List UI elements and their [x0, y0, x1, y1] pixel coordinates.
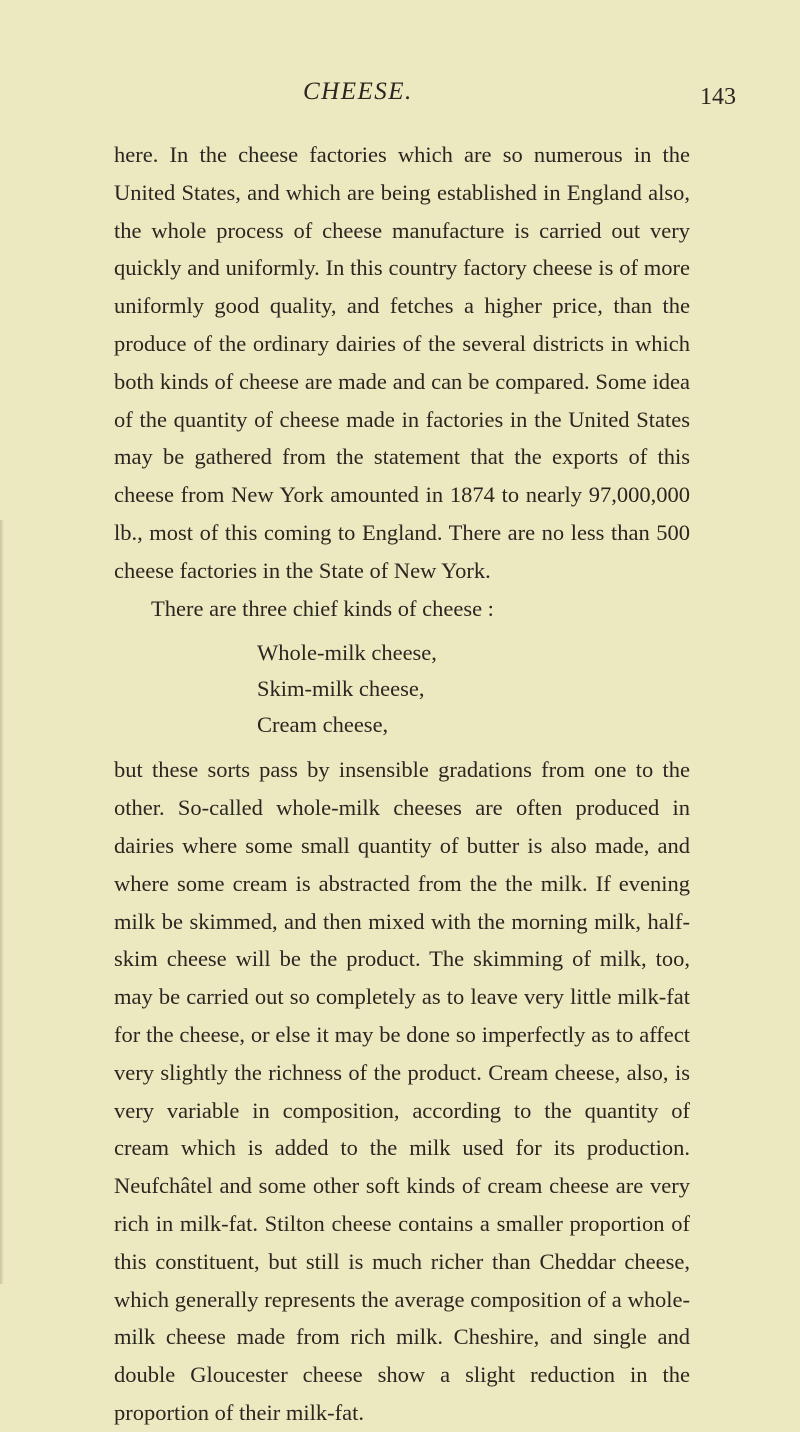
page-body	[114, 136, 690, 1432]
list-item: Cream cheese,	[257, 712, 389, 738]
paragraph-kinds-intro: There are three chief kinds of cheese :	[151, 595, 494, 621]
list-item: Skim-milk cheese,	[257, 676, 425, 702]
page-edge-shadow	[0, 520, 4, 1284]
list-item: Whole-milk cheese,	[257, 640, 437, 666]
paragraph-gradations: but these sorts pass by insensible gradations from one to the other. So-called whole-milk cheeses are often produced in dairies where some small quantity of butter is also made, and where some cream is abstracted from the the milk. If evening milk be skimmed, and then mixed with the morning milk, half-skim cheese will be the product. The skimming of milk, too, may be carried out so completely as to leave very little milk-fat for the cheese, or else it may be done so imperfectly as to affect very slightly the richness of the product. Cream cheese, also, is very variable in composition, according to the quantity of cream which is added to the milk used for its production. Neufchâtel and some other soft kinds of cream cheese are very rich in milk-fat. Stilton cheese contains a smaller proportion of this constituent, but still is much richer than Cheddar cheese, which generally represents the average composition of a whole-milk cheese made from rich milk. Cheshire, and single and double Gloucester cheese show a slight reduction in the proportion of their milk-fat.	[114, 757, 690, 1425]
running-title: CHEESE.	[303, 78, 413, 105]
paragraph-factories: here. In the cheese factories which are so numerous in the United States, and which are being established in England also, the whole process of cheese manufacture is carried out very quickly and uniformly. In this country factory cheese is of more uniformly good quality, and fetches a higher price, than the produce of the ordinary dairies of the several districts in which both kinds of cheese are made and can be compared. Some idea of the quantity of cheese made in factories in the United States may be gathered from the statement that the exports of this cheese from New York amounted in 1874 to nearly 97,000,000 lb., most of this coming to England. There are no less than 500 cheese factories in the State of New York.	[114, 142, 690, 583]
cheese-kinds-list	[114, 627, 690, 751]
page-number: 143	[700, 84, 736, 110]
page-header	[0, 78, 800, 118]
